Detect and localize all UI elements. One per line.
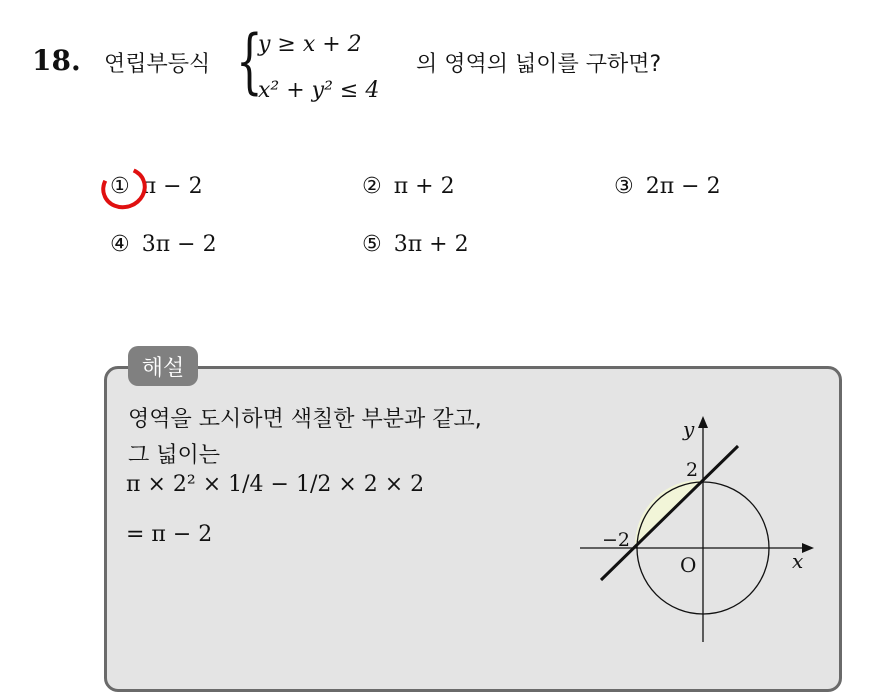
x-tick-neg2: −2	[602, 529, 631, 551]
solution-line-2: 그 넓이는	[128, 443, 221, 468]
y-axis-arrow	[698, 416, 708, 428]
choice-5[interactable]	[362, 232, 469, 257]
question-number: 18.	[32, 44, 81, 77]
choice-5-mark: ⑤	[362, 232, 382, 257]
origin-label: O	[680, 553, 697, 577]
choice-1-mark: ①	[110, 174, 130, 199]
choice-3[interactable]	[614, 174, 721, 199]
y-tick-2: 2	[686, 459, 699, 481]
inequality-1: y ≥ x + 2	[258, 32, 362, 57]
solution-expression: π × 2² × 1/4 − 1/2 × 2 × 2	[126, 472, 425, 497]
choice-2-expr: π + 2	[393, 174, 455, 199]
system-brace: {	[236, 20, 263, 102]
choice-1-expr: π − 2	[141, 174, 203, 199]
inequality-2: x² + y² ≤ 4	[258, 78, 380, 103]
choice-4-expr: 3π − 2	[141, 232, 217, 257]
choice-4[interactable]	[110, 232, 217, 257]
x-axis-label: x	[792, 549, 804, 573]
choice-3-mark: ③	[614, 174, 634, 199]
choice-4-mark: ④	[110, 232, 130, 257]
question-tail: 의 영역의 넓이를 구하면?	[416, 52, 662, 77]
solution-line-1: 영역을 도시하면 색칠한 부분과 같고,	[128, 407, 482, 432]
solution-result: = π − 2	[126, 522, 213, 547]
question-text: 연립부등식	[104, 52, 211, 77]
boundary-line	[601, 446, 738, 580]
solution-tag: 해설	[128, 346, 198, 386]
choice-3-expr: 2π − 2	[645, 174, 721, 199]
x-axis-arrow	[802, 543, 814, 553]
choice-5-expr: 3π + 2	[393, 232, 469, 257]
choice-2[interactable]	[362, 174, 455, 199]
choice-2-mark: ②	[362, 174, 382, 199]
region-graph	[570, 410, 820, 650]
y-axis-label: y	[683, 417, 695, 441]
selected-answer-mark	[95, 160, 153, 215]
